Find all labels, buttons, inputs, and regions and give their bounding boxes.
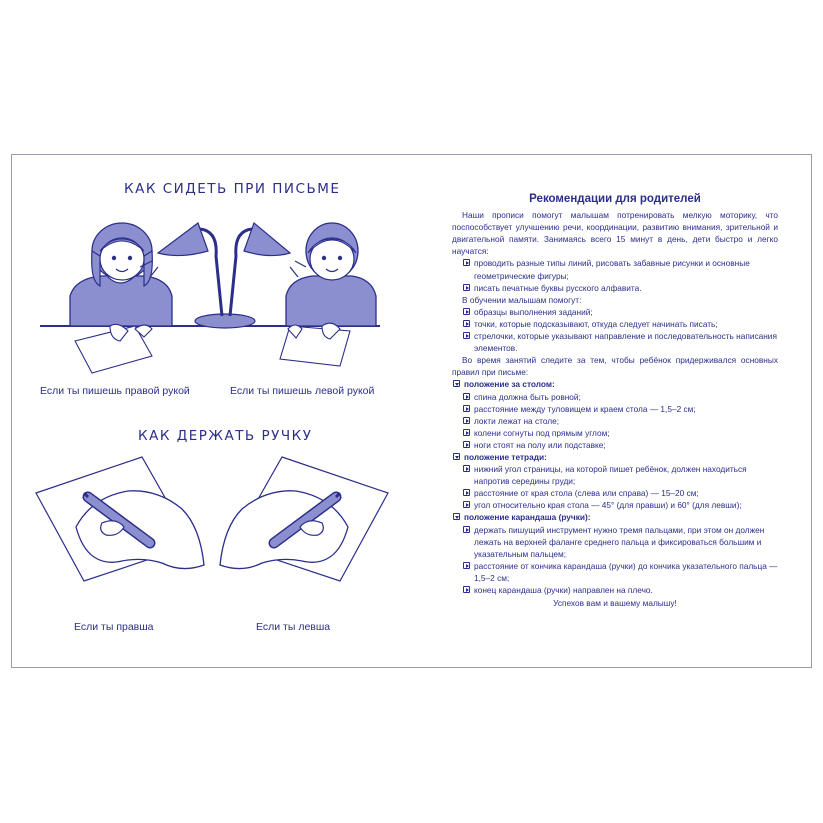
arrow-bullet-icon [463,284,470,291]
arrow-bullet-icon [463,393,470,400]
caption-right-hand: Если ты пишешь правой рукой [40,385,190,397]
rules-intro: Во время занятий следите за тем, чтобы ребёнок придерживался основных правил при письме: [452,355,778,378]
closing-line: Успехов вам и вашему малышу! [553,598,677,609]
arrow-bullet-icon [463,405,470,412]
list-item: держать пишущий инструмент нужно тремя пальцами, при этом он должен лежать на верхней фаланге среднего пальца и фиксироваться большим и указательным пальцем; [452,524,778,560]
list-item: колени согнуты под прямым углом; [452,427,778,439]
section-heading: положение за столом: [452,378,778,390]
list-item: ноги стоят на полу или подставке; [452,439,778,451]
arrow-bullet-icon [463,417,470,424]
arrow-bullet-icon [463,429,470,436]
help-intro: В обучении малышам помогут: [462,294,582,305]
down-arrow-bullet-icon [453,380,460,387]
arrow-bullet-icon [463,489,470,496]
list-item: спина должна быть ровной; [452,391,778,403]
caption-righty: Если ты правша [74,621,154,633]
heading-how-to-sit: КАК СИДЕТЬ ПРИ ПИСЬМЕ [124,181,341,197]
list-item: стрелочки, которые указывают направление и последовательность написания элементов. [452,330,778,354]
list-item: угол относительно края стола — 45° (для правши) и 60° (для левши); [452,499,778,511]
list-item: писать печатные буквы русского алфавита. [452,282,778,294]
arrow-bullet-icon [463,501,470,508]
workbook-page [11,154,812,668]
down-arrow-bullet-icon [453,453,460,460]
girl-figure [70,223,172,326]
arrow-bullet-icon [463,320,470,327]
arrow-bullet-icon [463,441,470,448]
arrow-bullet-icon [463,332,470,339]
arrow-bullet-icon [463,586,470,593]
list-item: конец карандаша (ручки) направлен на плечо. [452,584,778,596]
pen-grip-illustration [32,453,392,613]
list-item: точки, которые подсказывают, откуда следует начинать писать; [452,318,778,330]
list-item: расстояние от кончика карандаша (ручки) до кончика указательного пальца — 1,5–2 см; [452,560,778,584]
arrow-bullet-icon [463,562,470,569]
arrow-bullet-icon [463,526,470,533]
recommendations-title: Рекомендации для родителей [529,193,701,205]
intro-paragraph: Наши прописи помогут малышам потренировать мелкую моторику, что поспособствует улучшению речи, координации, развитию внимания, зрительной и двигательной памяти. Занимаясь всего 15 минут в день, дети быстро и легко научатся: [452,210,778,257]
arrow-bullet-icon [463,308,470,315]
list-item: локти лежат на столе; [452,415,778,427]
list-item: расстояние между туловищем и краем стола — 1,5–2 см; [452,403,778,415]
recommendations-column [452,193,778,609]
arrow-bullet-icon [463,465,470,472]
list-item: расстояние от края стола (слева или справа) — 15–20 см; [452,487,778,499]
caption-left-hand: Если ты пишешь левой рукой [230,385,375,397]
arrow-bullet-icon [463,259,470,266]
heading-how-to-hold-pen: КАК ДЕРЖАТЬ РУЧКУ [138,428,313,444]
section-heading: положение тетради: [452,451,778,463]
list-item: проводить разные типы линий, рисовать забавные рисунки и основные геометрические фигуры; [452,257,778,281]
boy-figure [286,223,376,326]
list-item: образцы выполнения заданий; [452,306,778,318]
list-item: нижний угол страницы, на которой пишет ребёнок, должен находиться напротив середины груди; [452,463,778,487]
caption-lefty: Если ты левша [256,621,331,633]
section-heading: положение карандаша (ручки): [452,511,778,523]
sitting-illustration [40,201,380,376]
down-arrow-bullet-icon [453,513,460,520]
